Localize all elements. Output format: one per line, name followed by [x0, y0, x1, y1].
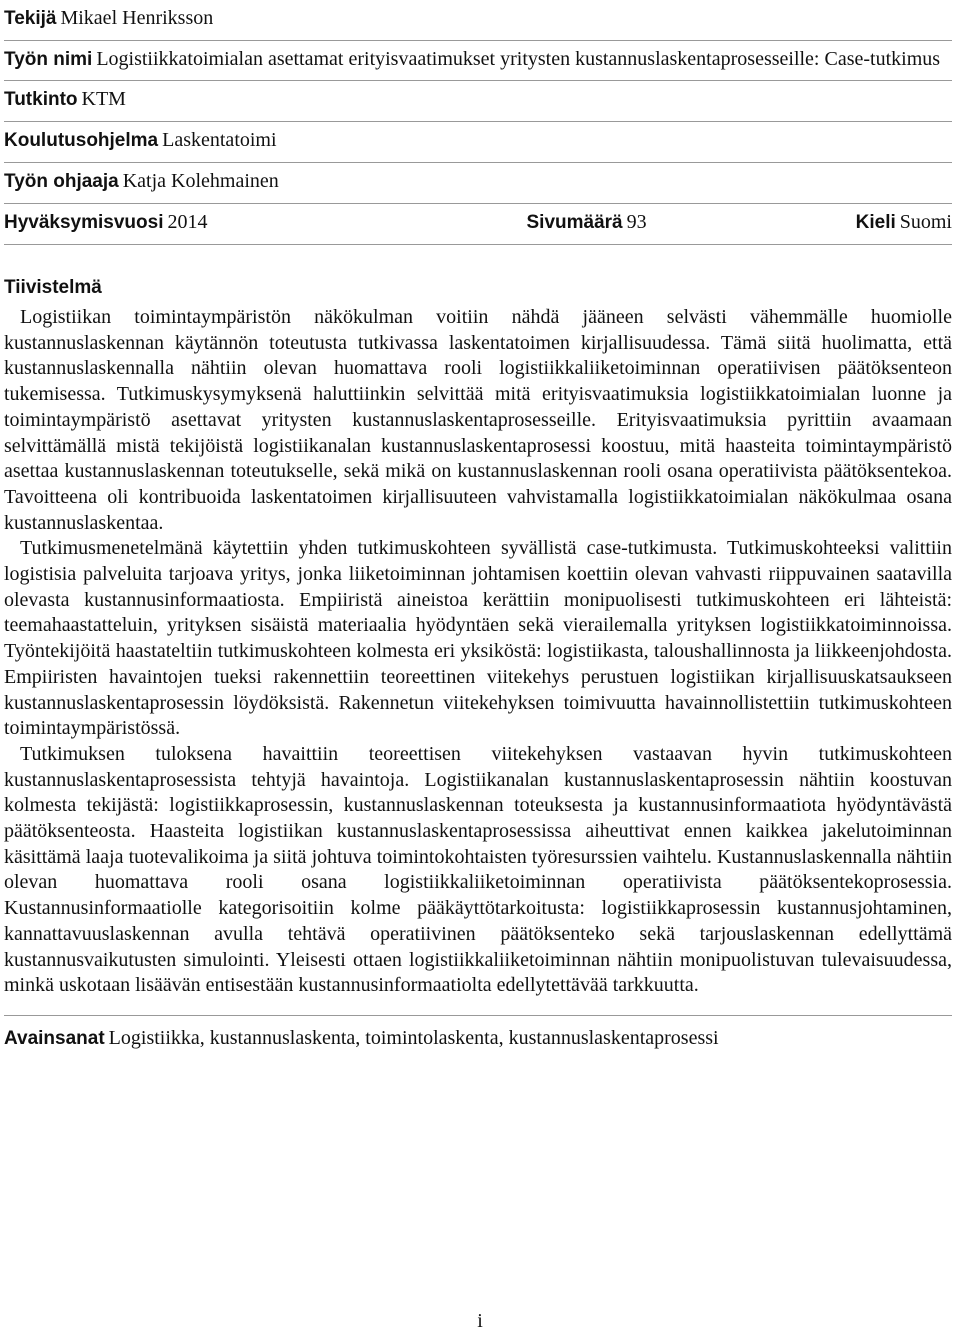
year-pages-language-row — [4, 204, 952, 245]
supervisor-label: Työn ohjaaja — [4, 171, 119, 192]
keywords-value: Logistiikka, kustannuslaskenta, toimintolaskenta, kustannuslaskentaprosessi — [108, 1026, 719, 1049]
supervisor-value: Katja Kolehmainen — [122, 170, 279, 192]
abstract-paragraph-3: Tutkimuksen tuloksena havaittiin teoreettisen viitekehyksen vastaavan hyvin tutkimuskohteen kustannuslaskentaprosessista tehtyjä havaintoja. Logistiikanalan kustannuslaskentaprosessin nähtiin koostuvan kolmesta tekijästä: logistiikkaprosessin, kustannuslaskennan toteuksesta ja kustannusinformaatiota hyödyntävästä päätöksenteosta. Haasteita logistiikan kustannuslaskentaprosessissa aiheuttivat ennen kaikkea jakelutoiminnan käsittämä laaja tuotevalikoima ja siitä johtuva toimintokohtaisten työresurssien vaihtelu. Kustannuslaskennalla nähtiin olevan huomattava rooli osana logistiikkaliiketoiminnan operatiivista päätöksentekoprosessia. Kustannusinformaatiolle kategorisoitiin kolme pääkäyttötarkoitusta: logistiikkaprosessin kustannusjohtaminen, kannattavuuslaskennan avulla tehtävä operatiivinen päätöksenteko sekä tarjouslaskennan edellyttämä kustannusvaikutusten simulointi. Yleisesti ottaen logistiikkaliiketoiminnan nähtiin monipuolistuvan tulevaisuudessa, minkä uskotaan lisäävän entisestään kustannusinformaatiolta edellytettävää tarkkuutta. — [4, 742, 952, 997]
abstract-heading: Tiivistelmä — [4, 277, 102, 298]
author-row — [4, 0, 952, 41]
pages-value: 93 — [626, 211, 647, 233]
year-field — [4, 208, 208, 238]
language-value: Suomi — [899, 211, 952, 233]
supervisor-row — [4, 163, 952, 204]
title-row — [4, 41, 952, 81]
programme-value: Laskentatoimi — [162, 129, 277, 151]
thesis-abstract-page — [4, 0, 952, 1054]
abstract-body — [4, 305, 952, 999]
keywords-label: Avainsanat — [4, 1027, 105, 1049]
abstract-paragraph-1: Logistiikan toimintaympäristön näkökulman voitiin nähdä jääneen selvästi vähemmälle huomiolle kustannuslaskennan käytännön toteutusta tutkivassa laskentatoimen kirjallisuudessa. Tämä siitä huolimatta, että kustannuslaskennalla nähtiin olevan huomattava rooli logistiikkaliiketoiminnan operatiivisen päätöksenteon tukemisessa. Tutkimuskysymyksenä haluttiinkin selvittää mitä erityisvaatimuksia logistiikkatoimialan luonne ja toimintaympäristö asettavat yritysten kustannuslaskentaprosesseille. Erityisvaatimuksia pyrittiin avaamaan selvittämällä mistä tekijöistä logistiikanalan kustannuslaskentaprosessi koostuu, mitä haasteita toimintaympäristö asettaa kustannuslaskennan toteutukselle, sekä mikä on kustannuslaskennan rooli osana operatiivista päätöksentekoa. Tavoitteena oli kontribuoida laskentatoimen kirjallisuuteen vahvistamalla logistiikkatoimialan näkökulmaa osana kustannuslaskentaa. — [4, 306, 952, 534]
language-label: Kieli — [855, 212, 896, 233]
year-label: Hyväksymisvuosi — [4, 212, 164, 233]
author-value: Mikael Henriksson — [60, 7, 214, 29]
keywords-row — [4, 1016, 952, 1054]
abstract-paragraph-2: Tutkimusmenetelmänä käytettiin yhden tutkimuskohteen syvällistä case-tutkimusta. Tutkimuskohteeksi valittiin logistisia palveluita tarjoava yritys, jonka liiketoiminnan johtamisen koettiin olevan vahvasti riippuvainen saatavilla olevasta kustannusinformaatiosta. Empiiristä aineistoa kerättiin monipuolisesti tutkimuskohteen eri lähteistä: teemahaastatteluin, yrityksen sisäistä materiaalia hyödyntäen sekä vierailemalla yrityksen logistiikkatoiminnoissa. Työntekijöitä haastateltiin tutkimuskohteen kolmesta eri yksiköstä: logistiikasta, taloushallinnosta ja liikkeenjohdosta. Empiiristen havaintojen tueksi rakennettiin teoreettinen viitekehys perustuen logistiikan kirjallisuuskatsaukseen kustannuslaskentaprosessin löydöksistä. Rakennetun viitekehyksen toimivuutta havainnollistettiin tutkimuskohteen toimintaympäristössä. — [4, 537, 952, 740]
language-field — [856, 208, 952, 238]
degree-row — [4, 81, 952, 122]
pages-label: Sivumäärä — [526, 212, 623, 233]
title-label: Työn nimi — [4, 49, 93, 70]
programme-label: Koulutusohjelma — [4, 130, 159, 151]
degree-label: Tutkinto — [4, 89, 78, 110]
title-value: Logistiikkatoimialan asettamat erityisvaatimukset yritysten kustannuslaskentaprosesseille: Case-tutkimus — [96, 48, 941, 70]
pages-field — [527, 208, 647, 238]
degree-value: KTM — [81, 88, 126, 110]
author-label: Tekijä — [4, 8, 57, 29]
year-value: 2014 — [167, 211, 208, 233]
programme-row — [4, 122, 952, 163]
page-number: i — [477, 1310, 483, 1332]
